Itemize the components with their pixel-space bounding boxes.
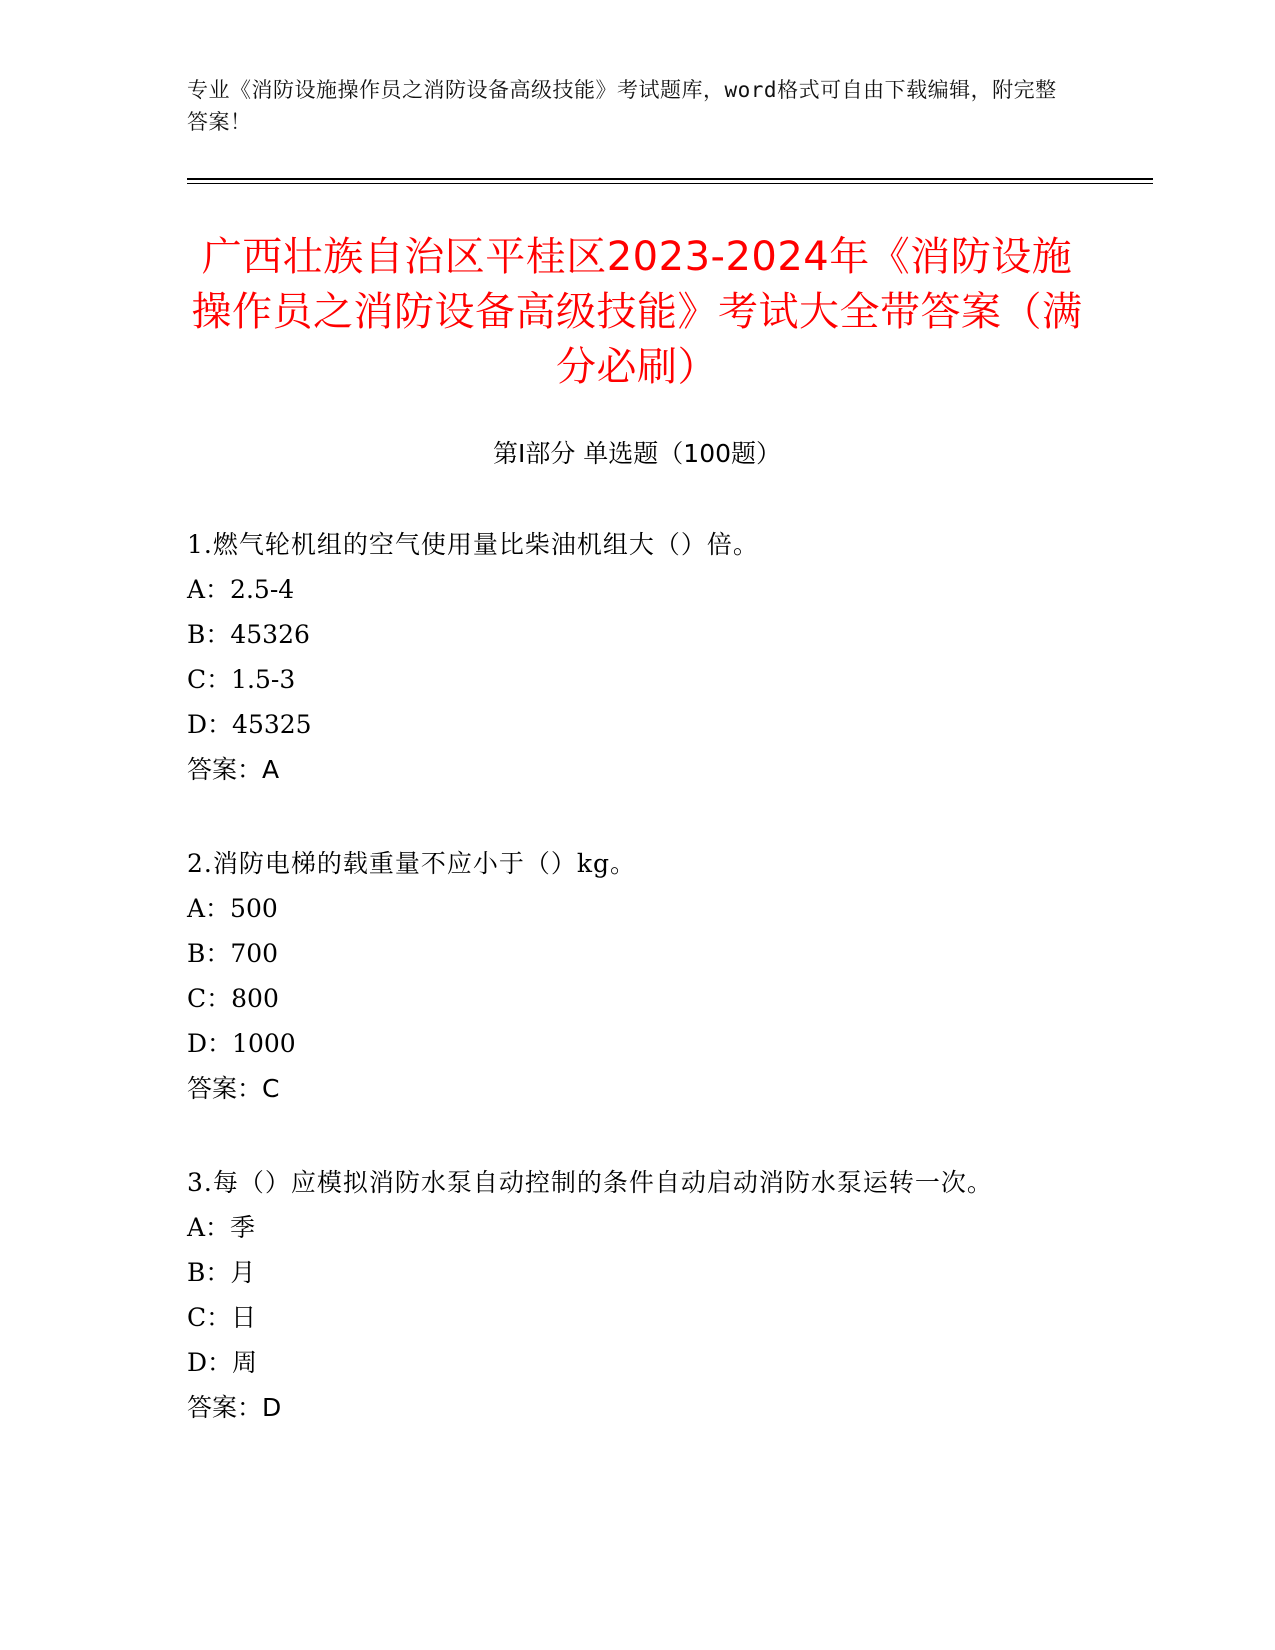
question-option: C：1.5-3 xyxy=(187,665,296,694)
question-option: A：500 xyxy=(187,894,278,923)
question-option: D：周 xyxy=(187,1348,258,1377)
question-answer: 答案：A xyxy=(187,755,280,784)
question-stem: 3.每（）应模拟消防水泵自动控制的条件自动启动消防水泵运转一次。 xyxy=(187,1168,993,1197)
question-option: C：日 xyxy=(187,1303,257,1332)
section-heading: 第I部分 单选题（100题） xyxy=(492,439,782,468)
header-divider-thin xyxy=(187,183,1153,184)
question-option: C：800 xyxy=(187,984,279,1013)
question-item xyxy=(187,522,1067,792)
question-option: B：月 xyxy=(187,1258,256,1287)
question-stem: 2.消防电梯的载重量不应小于（）kg。 xyxy=(187,849,637,878)
question-answer: 答案：D xyxy=(187,1393,282,1422)
question-option: B：45326 xyxy=(187,620,310,649)
question-option: A：季 xyxy=(187,1213,256,1242)
question-option: D：45325 xyxy=(187,710,312,739)
question-option: B：700 xyxy=(187,939,279,968)
header-note: 专业《消防设施操作员之消防设备高级技能》考试题库，word格式可自由下载编辑，附完整答案！ xyxy=(187,78,1057,134)
document-title: 广西壮族自治区平桂区2023-2024年《消防设施操作员之消防设备高级技能》考试大全带答案（满分必刷） xyxy=(191,234,1083,390)
question-answer: 答案：C xyxy=(187,1074,280,1103)
header-divider-thick xyxy=(187,178,1153,180)
question-option: D：1000 xyxy=(187,1029,296,1058)
question-item xyxy=(187,841,1067,1111)
question-option: A：2.5-4 xyxy=(187,575,295,604)
question-item xyxy=(187,1160,1067,1430)
question-stem: 1.燃气轮机组的空气使用量比柴油机组大（）倍。 xyxy=(187,530,759,559)
